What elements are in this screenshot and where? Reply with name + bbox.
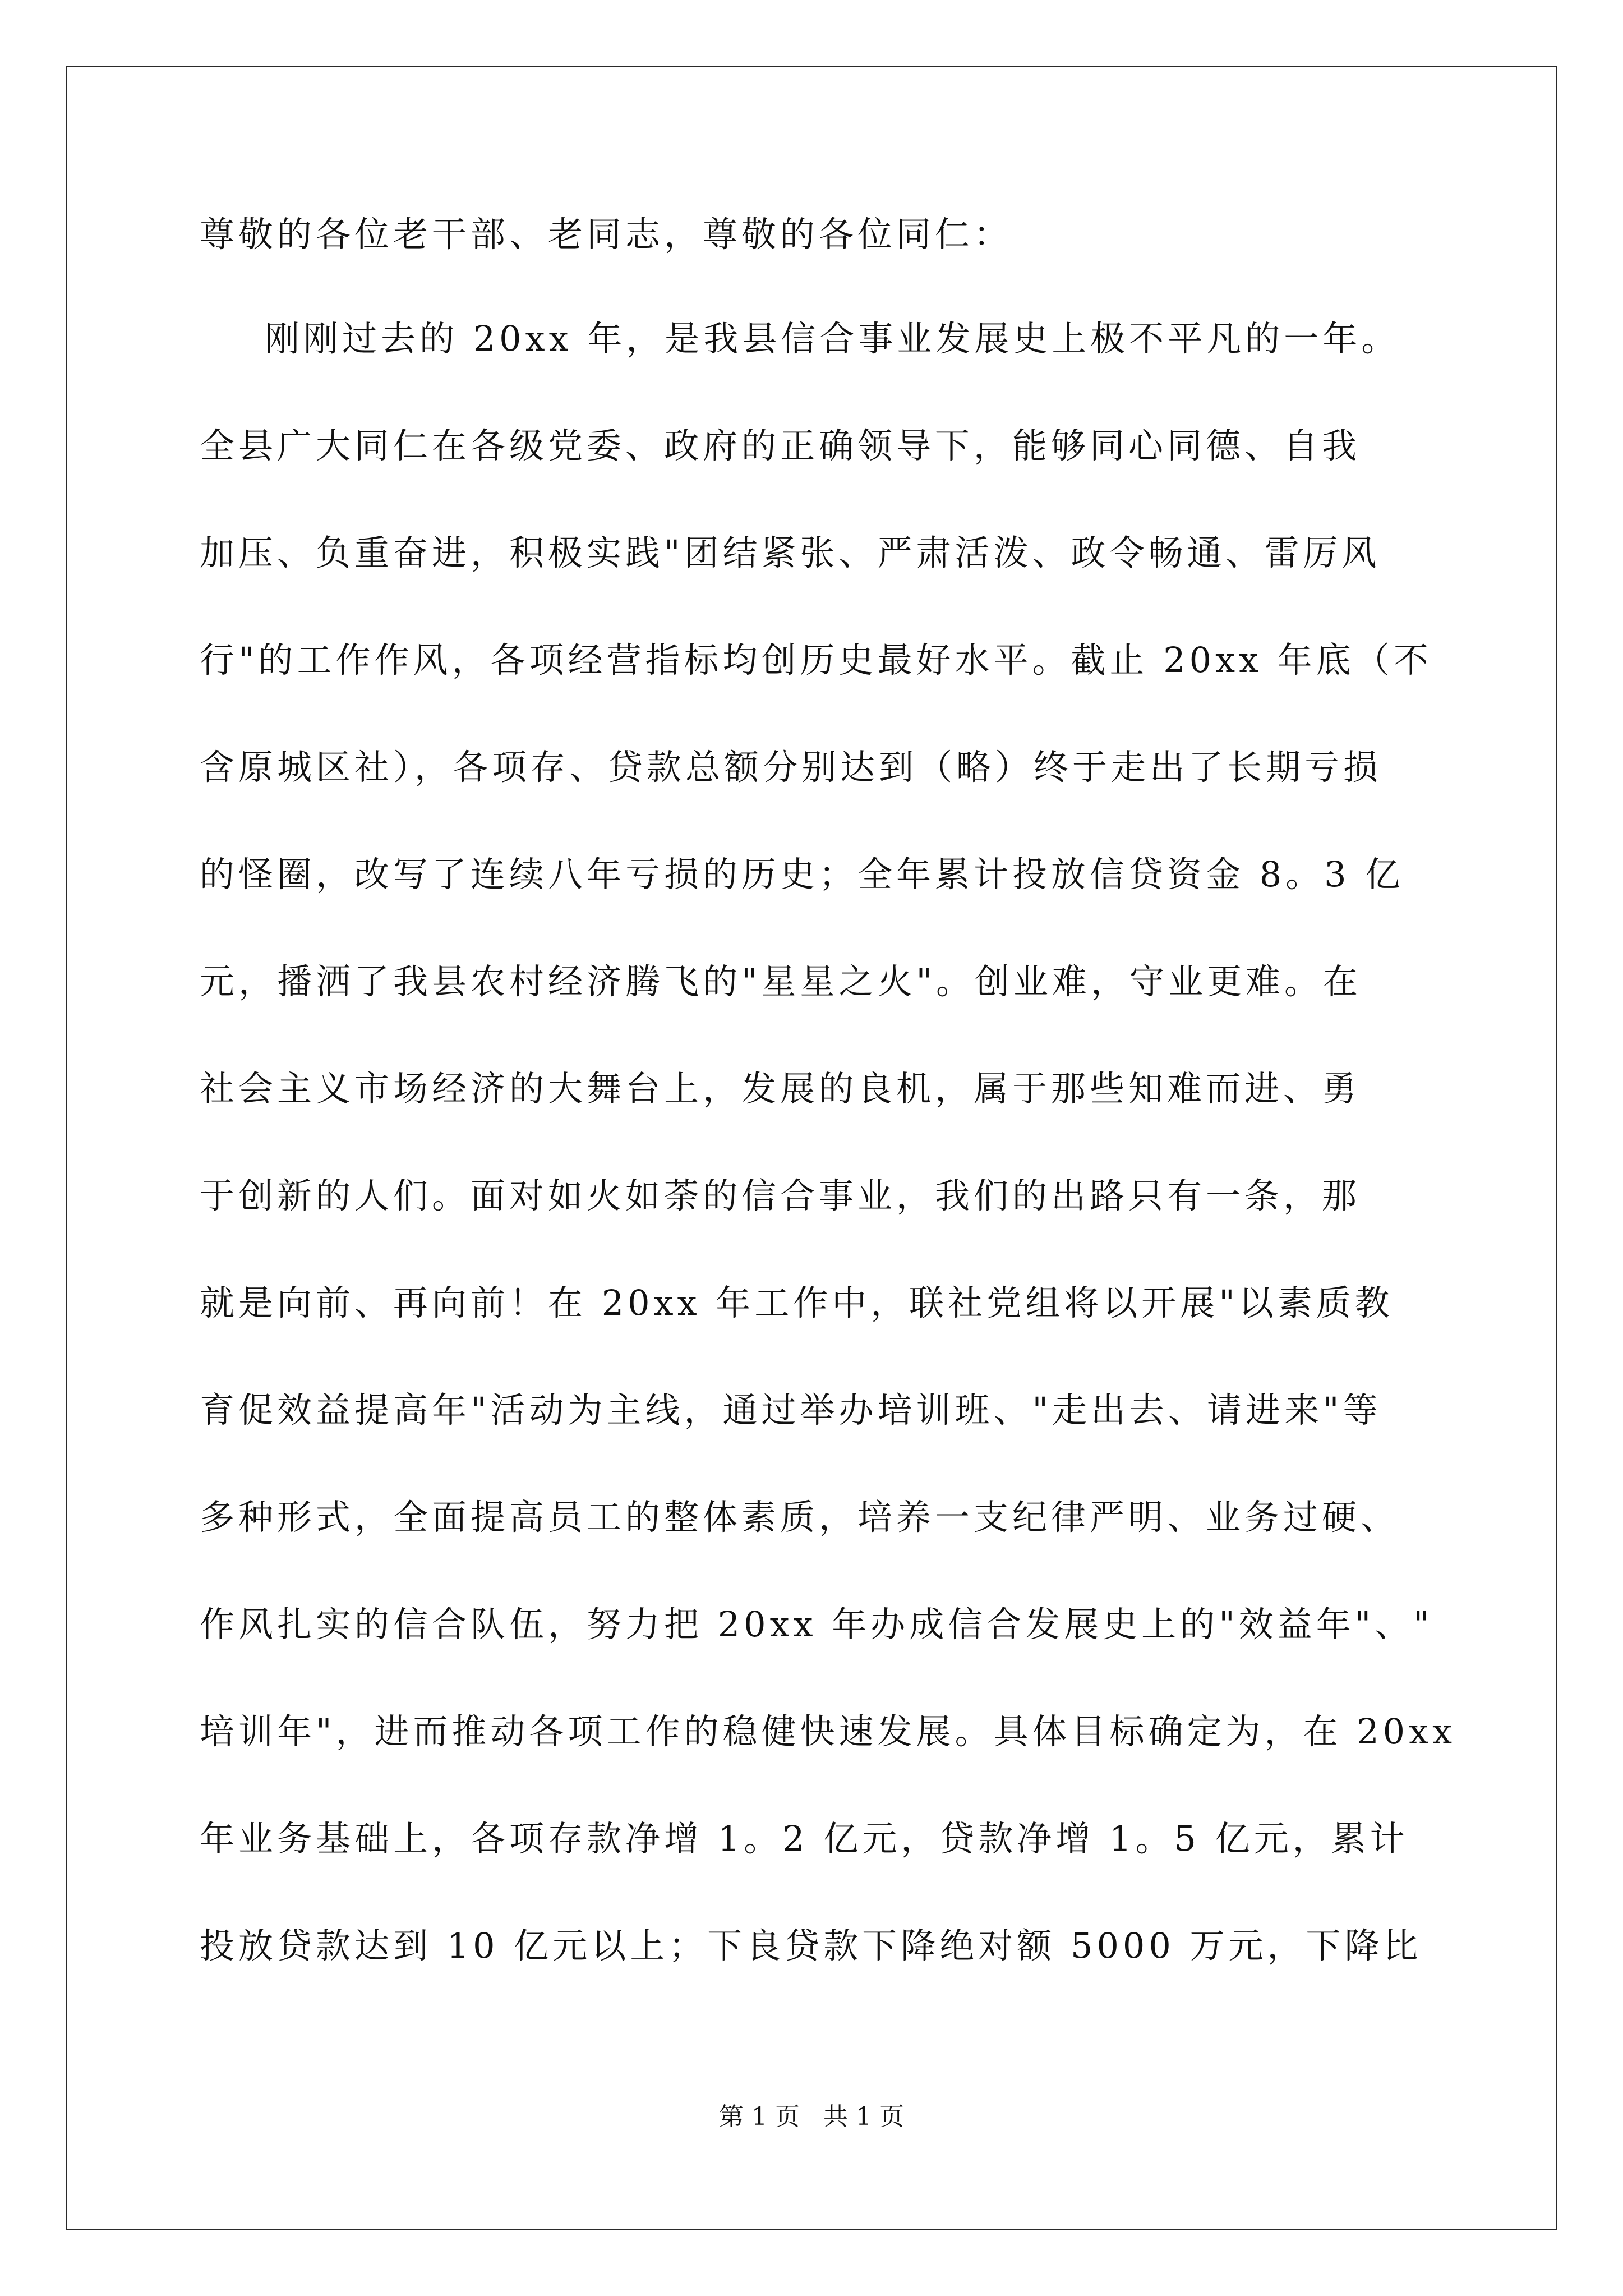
paragraph-line: 刚刚过去的 20xx 年，是我县信合事业发展史上极不平凡的一年。 bbox=[265, 318, 1400, 359]
paragraph-line: 作风扎实的信合队伍，努力把 20xx 年办成信合发展史上的"效益年"、" bbox=[200, 1604, 1433, 1645]
paragraph-line: 的怪圈，改写了连续八年亏损的历史；全年累计投放信贷资金 8。3 亿 bbox=[200, 854, 1404, 895]
paragraph-line: 育促效益提高年"活动为主线，通过举办培训班、"走出去、请进来"等 bbox=[200, 1389, 1382, 1430]
paragraph-line: 全县广大同仁在各级党委、政府的正确领导下，能够同心同德、自我 bbox=[200, 425, 1361, 466]
paragraph-line: 元，播洒了我县农村经济腾飞的"星星之火"。创业难，守业更难。在 bbox=[200, 961, 1362, 1002]
page-border bbox=[66, 66, 1557, 2230]
paragraph-line: 年业务基础上，各项存款净增 1。2 亿元，贷款净增 1。5 亿元，累计 bbox=[200, 1818, 1409, 1859]
paragraph-line: 投放贷款达到 10 亿元以上；下良贷款下降绝对额 5000 万元，下降比 bbox=[200, 1925, 1422, 1966]
paragraph-line: 行"的工作作风，各项经营指标均创历史最好水平。截止 20xx 年底（不 bbox=[200, 639, 1432, 680]
paragraph-line: 就是向前、再向前！在 20xx 年工作中，联社党组将以开展"以素质教 bbox=[200, 1282, 1394, 1323]
paragraph-line: 社会主义市场经济的大舞台上，发展的良机，属于那些知难而进、勇 bbox=[200, 1068, 1361, 1109]
paragraph-line: 含原城区社），各项存、贷款总额分别达到（略）终于走出了长期亏损 bbox=[200, 747, 1382, 788]
paragraph-line: 加压、负重奋进，积极实践"团结紧张、严肃活泼、政令畅通、雷厉风 bbox=[200, 532, 1381, 573]
page-number-footer: 第 1 页 共 1 页 bbox=[719, 2102, 904, 2131]
paragraph-line: 培训年"，进而推动各项工作的稳健快速发展。具体目标确定为，在 20xx bbox=[200, 1711, 1456, 1752]
paragraph-line: 于创新的人们。面对如火如荼的信合事业，我们的出路只有一条，那 bbox=[200, 1175, 1361, 1216]
paragraph-line: 多种形式，全面提高员工的整体素质，培养一支纪律严明、业务过硬、 bbox=[200, 1497, 1400, 1538]
salutation: 尊敬的各位老干部、老同志，尊敬的各位同仁： bbox=[200, 214, 1013, 255]
